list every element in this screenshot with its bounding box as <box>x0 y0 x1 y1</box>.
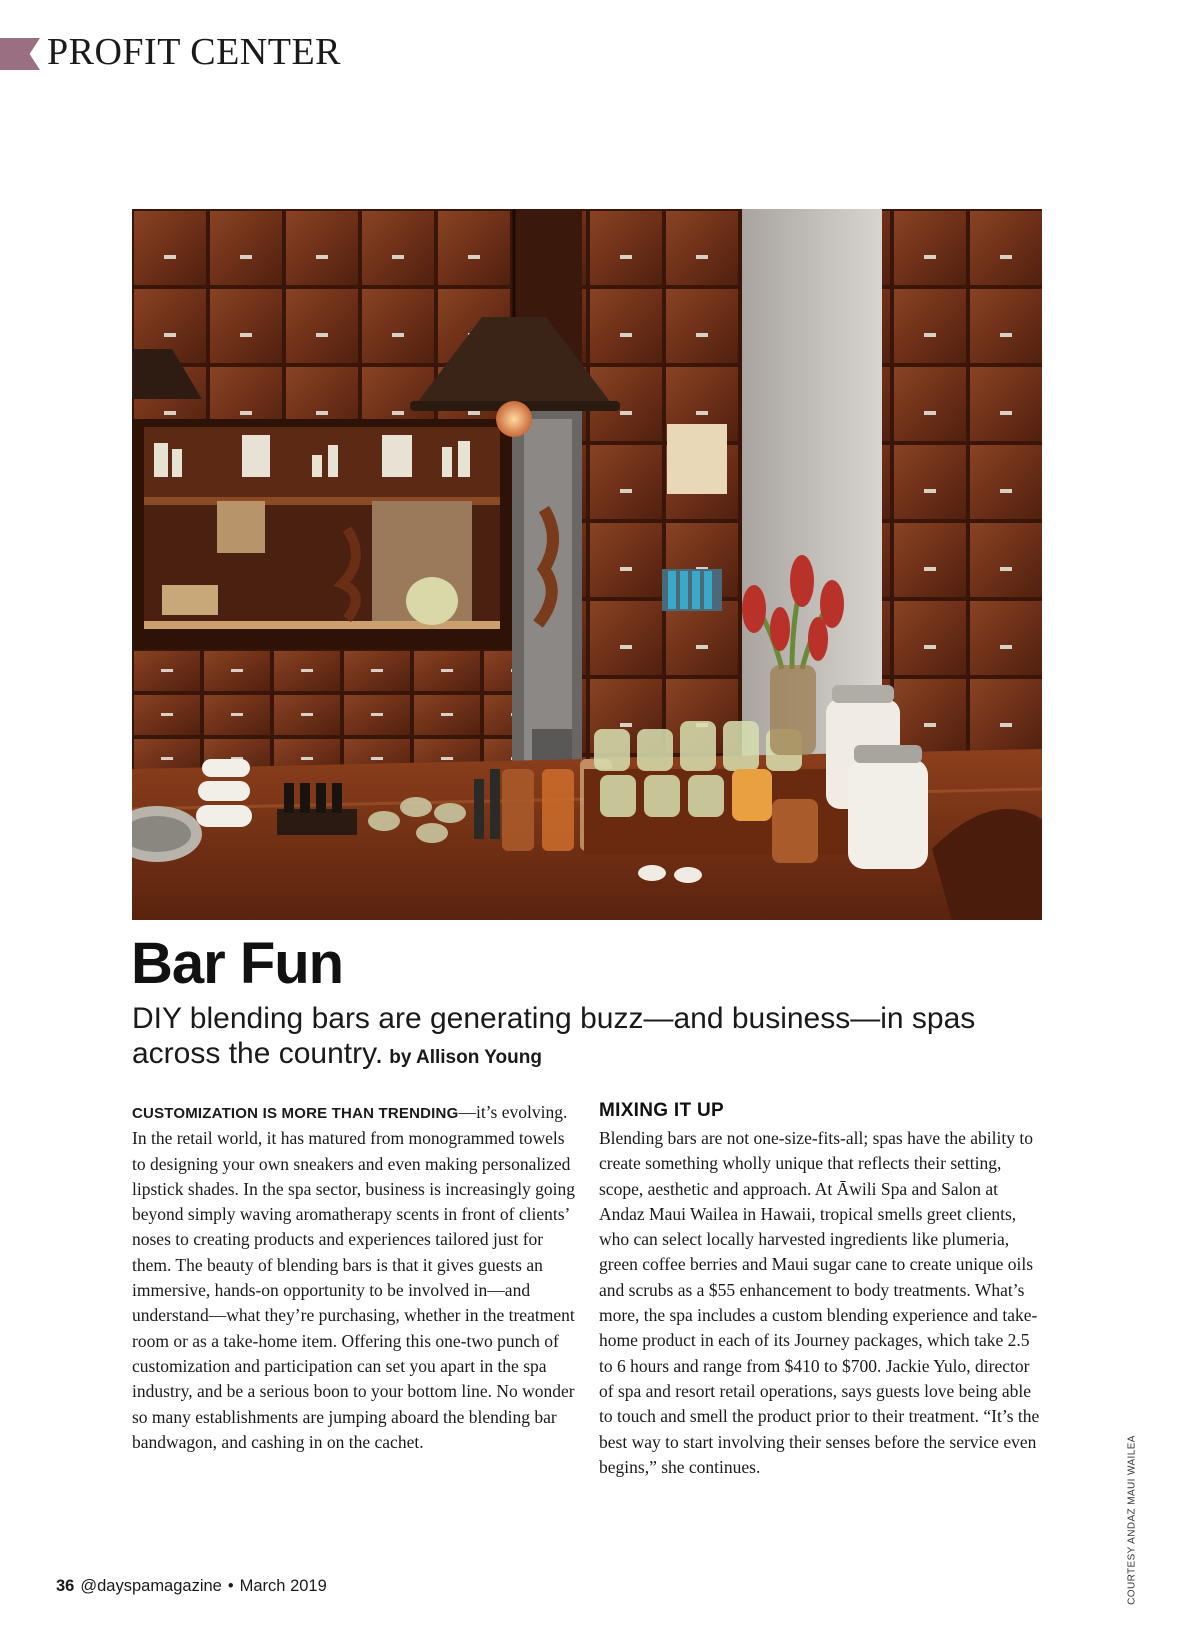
article-dek <box>132 1001 1032 1075</box>
right-column-body: Blending bars are not one-size-fits-all; spas have the ability to create something wholly unique that reflects their setting, scope, aesthetic and approach. At Āwili Spa and Salon at Andaz Maui Wailea in Hawaii, tropical smells greet clients, who can select locally harvested ingredients like plumeria, green coffee berries and Maui sugar cane to create unique oils and scrubs as a $55 enhancement to body treatments. What’s more, the spa includes a custom blending experience and take-home product in each of its Journey packages, which take 2.5 to 6 hours and range from $410 to $700. Jackie Yulo, director of spa and resort retail operations, says guests love being able to touch and smell the product prior to their treatment. “It’s the best way to start involving their senses before the service even begins,” she continues. <box>599 1128 1040 1477</box>
photo-credit: COURTESY ANDAZ MAUI WAILEA <box>1126 1435 1138 1605</box>
lead-in: CUSTOMIZATION IS MORE THAN TRENDING <box>132 1105 459 1122</box>
section-title: PROFIT CENTER <box>47 31 342 73</box>
article-title: Bar Fun <box>131 931 344 996</box>
left-column-body: —it’s evolving. In the retail world, it has matured from monogrammed towels to designing your own sneakers and even making personalized lipstick shades. In the spa sector, business is increasingly going beyond simply waving aromatherapy scents in front of clients’ noses to creating products and experiences tailored just for them. The beauty of blending bars is that it gives guests an immersive, hands-on opportunity to be involved in—and understand—what they’re purchasing, whether in the treatment room or as a take-home item. Offering this one-two punch of customization and participation can set you apart in the spa industry, and be a serious boon to your bottom line. No wonder so many establishments are jumping aboard the blending bar bandwagon, and cashing in on the cachet. <box>132 1102 576 1452</box>
issue-date: March 2019 <box>239 1577 327 1595</box>
byline: by Allison Young <box>389 1047 542 1068</box>
section-flag-icon <box>0 38 40 70</box>
magazine-handle: @dayspamagazine <box>80 1577 222 1595</box>
left-column-paragraph <box>132 1100 580 1455</box>
right-column <box>599 1126 1047 1480</box>
page-number: 36 <box>56 1577 75 1595</box>
spa-blending-bar-photo <box>132 209 1042 920</box>
left-column <box>132 1100 580 1455</box>
section-subhead: MIXING IT UP <box>599 1100 724 1121</box>
page-footer <box>56 1577 327 1596</box>
dek-text: DIY blending bars are generating buzz—and business—in spas across the country. <box>132 1002 976 1070</box>
footer-separator: • <box>227 1577 234 1595</box>
